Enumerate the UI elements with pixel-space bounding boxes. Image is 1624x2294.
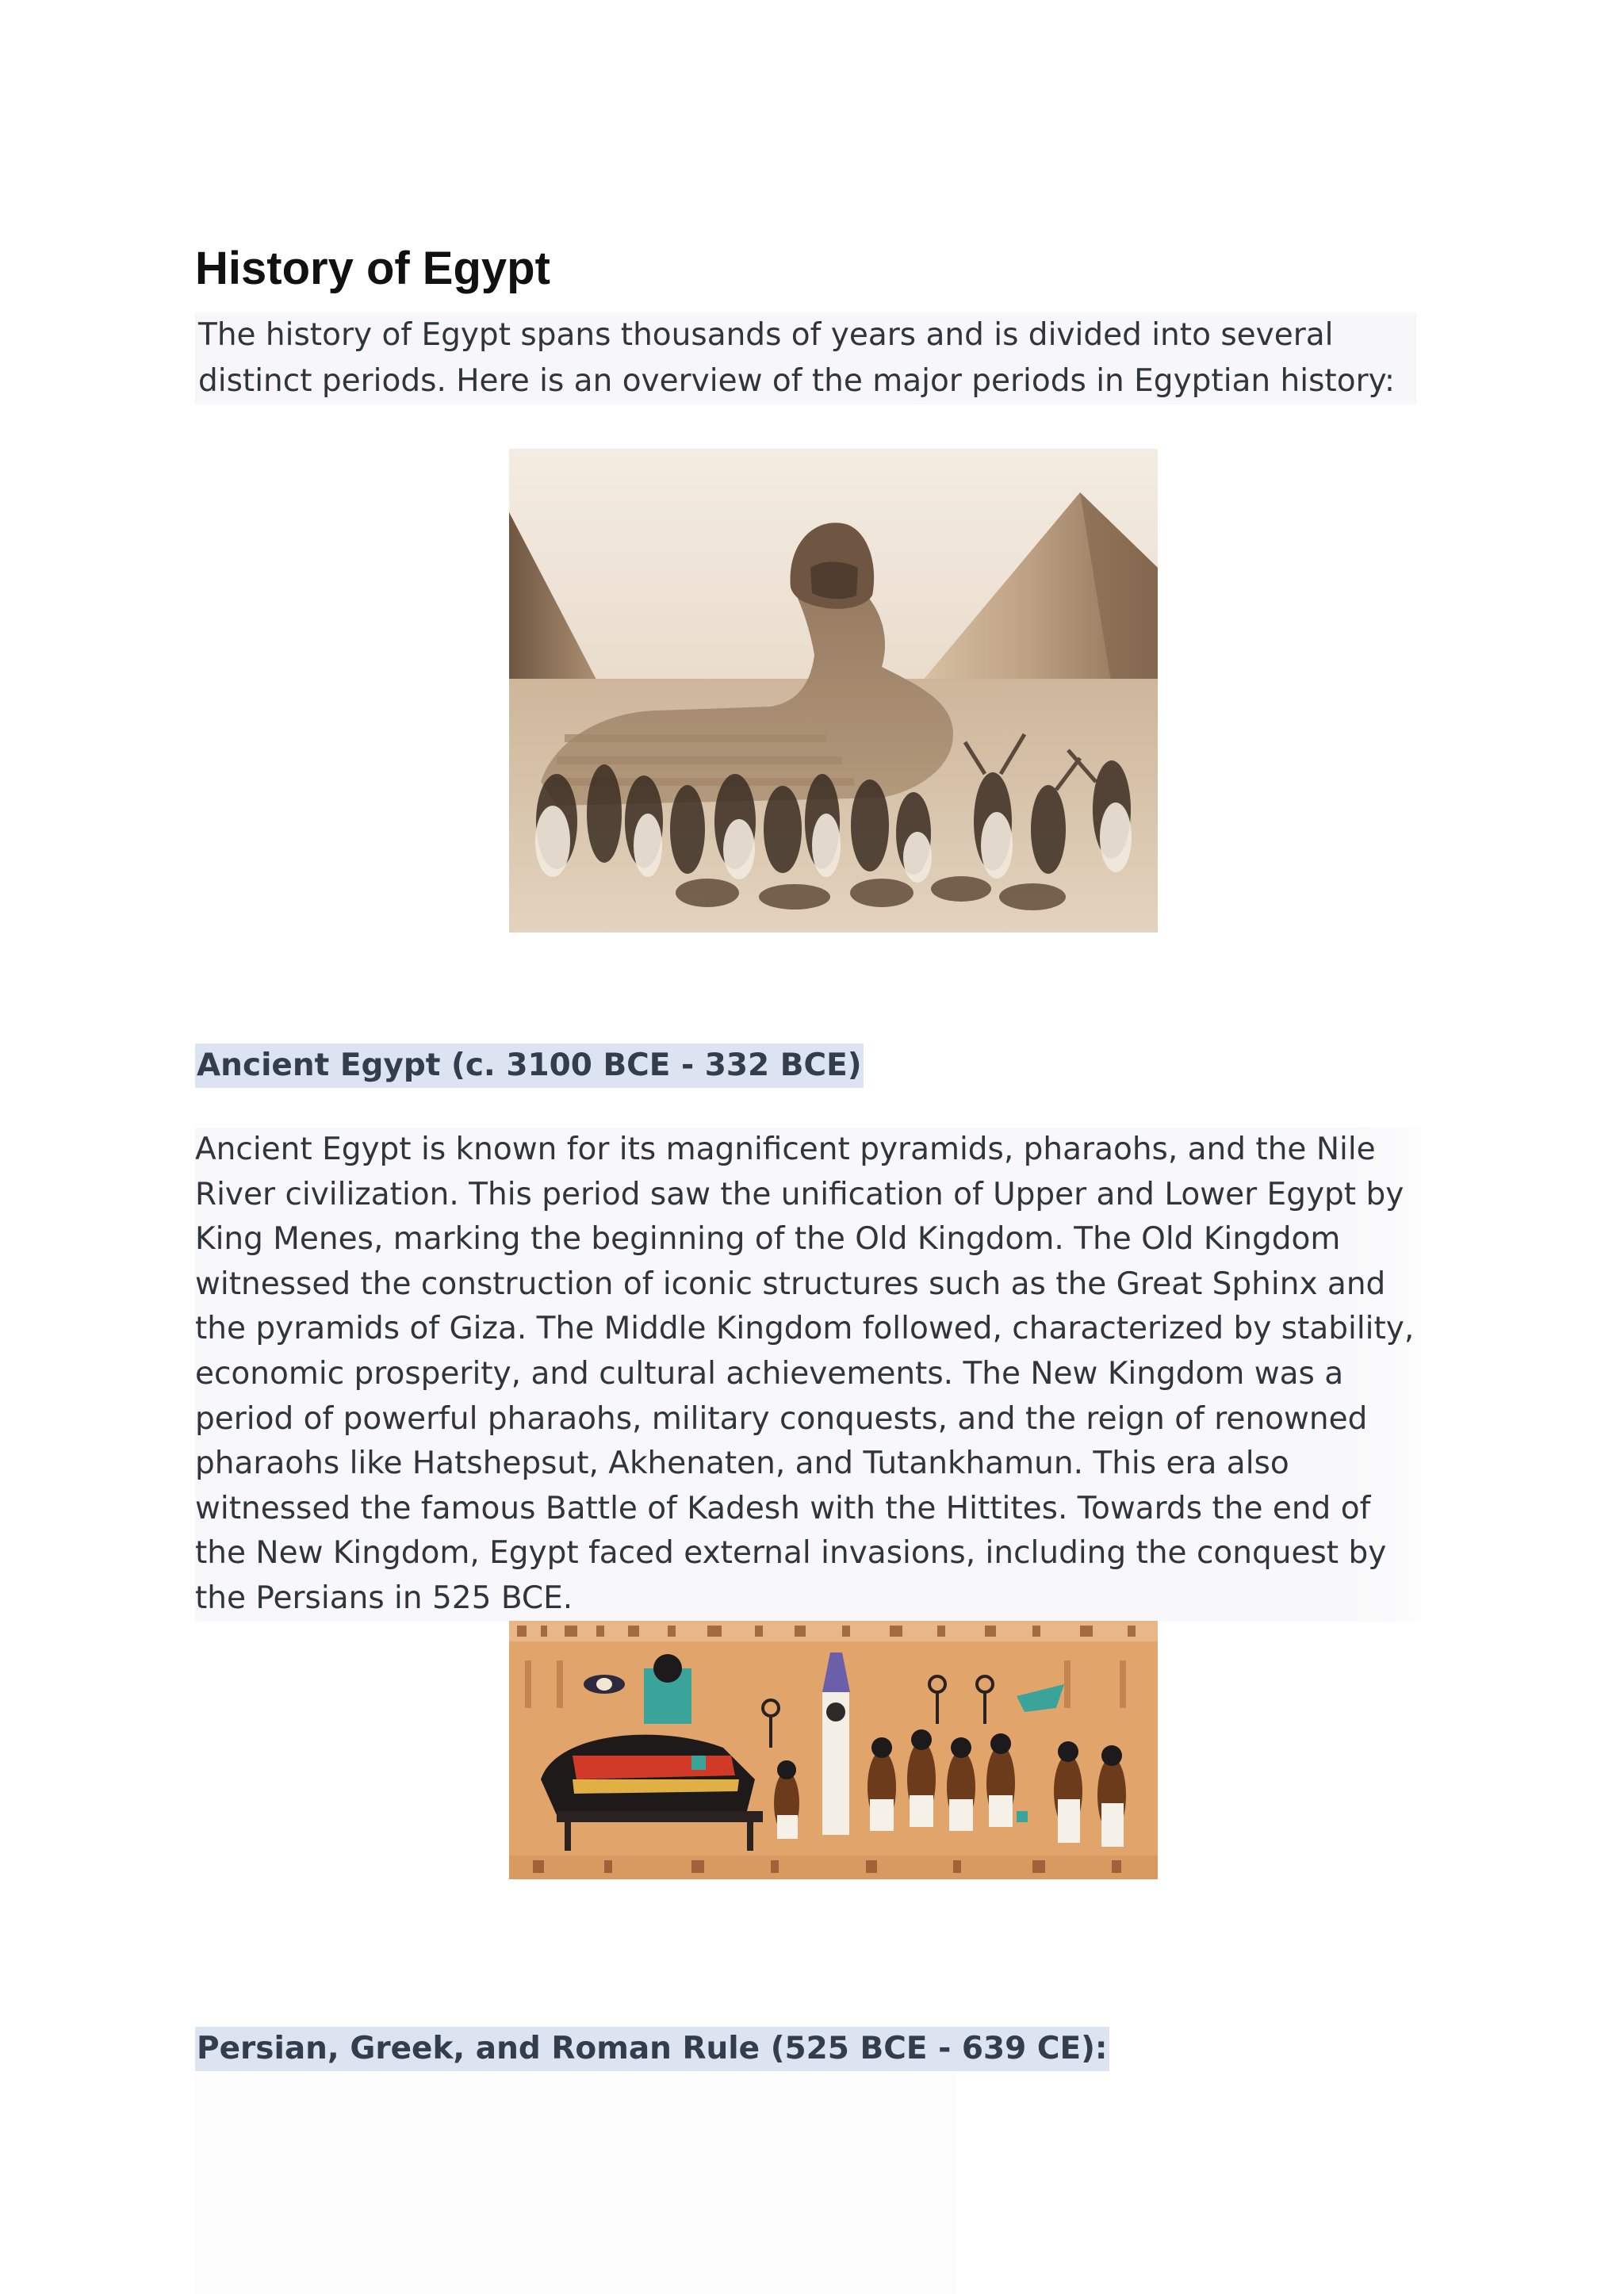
egyptian-mural-image xyxy=(509,1621,1158,1879)
section-body-placeholder xyxy=(195,2073,956,2294)
section-body-ancient-egypt: Ancient Egypt is known for its magnificent pyramids, pharaohs, and the Nile River civilization. This period saw the unification of Upper and Lower Egypt by King Menes, marking the beginning of the Old Kingdom. The Old Kingdom witnessed the construction of iconic structures such as the Great Sphinx and the pyramids of Giza. The Middle Kingdom followed, characterized by stability, economic prosperity, and cultural achievements. The New Kingdom was a period of powerful pharaohs, military conquests, and the reign of renowned pharaohs like Hatshepsut, Akhenaten, and Tutankhamun. This era also witnessed the famous Battle of Kadesh with the Hittites. Towards the end of the New Kingdom, Egypt faced external invasions, including the conquest by the Persians in 525 BCE. xyxy=(195,1128,1420,1622)
sphinx-dancers-photo xyxy=(509,449,1158,933)
egyptian-mural-illustration xyxy=(509,1621,1158,1879)
section-heading-ancient-egypt: Ancient Egypt (c. 3100 BCE - 332 BCE) xyxy=(195,1044,864,1088)
page-title: History of Egypt xyxy=(195,243,550,294)
intro-paragraph: The history of Egypt spans thousands of years and is divided into several distinct periods. Here is an overview of the major periods in Egyptian history: xyxy=(195,312,1416,404)
section-heading-persian-greek-roman: Persian, Greek, and Roman Rule (525 BCE - 639 CE): xyxy=(195,2027,1109,2071)
sphinx-photo-illustration xyxy=(509,449,1158,933)
